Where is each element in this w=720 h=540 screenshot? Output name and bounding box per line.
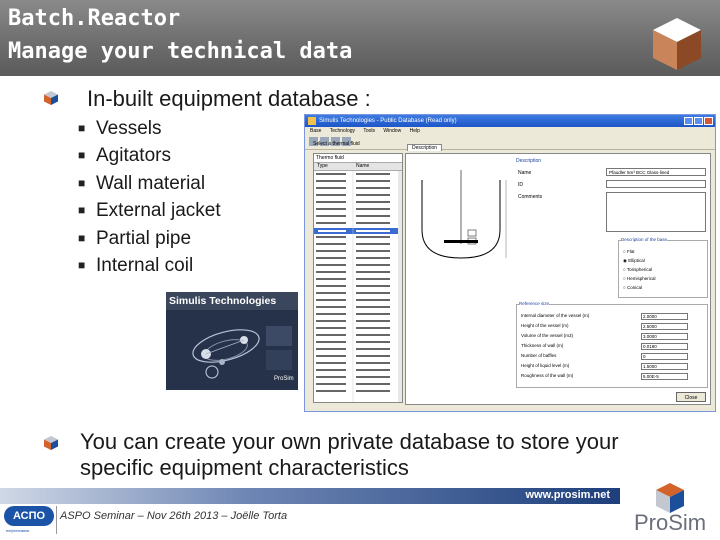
param-row — [521, 343, 705, 351]
param-label: Thickness of wall (m) — [521, 343, 564, 348]
simulis-banner-title: Simulis Technologies — [166, 292, 298, 310]
slide-title-line1: Batch.Reactor — [8, 6, 181, 31]
id-field[interactable] — [606, 180, 706, 188]
param-value[interactable]: 3.0000 — [641, 333, 688, 340]
radio-option-label: Flat — [626, 249, 635, 254]
dimension-group-label: Reference size — [519, 301, 550, 306]
column-header-type[interactable]: Type — [317, 163, 328, 169]
comments-field[interactable] — [606, 192, 706, 232]
name-label: Name — [518, 170, 532, 176]
description-section-label: Description — [516, 158, 542, 164]
column-header-name[interactable]: Name — [356, 163, 370, 169]
menu-help[interactable]: Help — [409, 128, 420, 134]
equipment-detail-panel — [405, 153, 711, 405]
list-item-label: Agitators — [96, 145, 171, 167]
list-item — [78, 252, 221, 279]
menu-window[interactable]: Window — [383, 128, 402, 134]
tree-dropdown[interactable]: Thermo fluid — [314, 154, 402, 163]
param-label: Height of the vessel (m) — [521, 323, 569, 328]
menu-base[interactable]: Base — [310, 128, 322, 134]
menu-technology[interactable]: Technology — [329, 128, 356, 134]
list-item — [78, 225, 221, 252]
maximize-button[interactable] — [694, 117, 703, 125]
section-title: In-built equipment database : — [87, 86, 371, 111]
dimension-group — [516, 301, 708, 388]
website-link[interactable]: www.prosim.net — [525, 489, 610, 501]
slide-header — [0, 0, 720, 76]
menu-tools[interactable]: Tools — [363, 128, 376, 134]
param-row — [521, 323, 705, 331]
app-icon — [308, 117, 316, 125]
name-field[interactable]: Pfaudler 5m³ BCC Glass-lined — [606, 168, 706, 176]
design-group-label: Description of the base — [621, 237, 668, 242]
param-row — [521, 363, 705, 371]
equipment-list — [78, 115, 221, 279]
list-item — [78, 170, 221, 197]
comments-label: Comments — [518, 194, 543, 200]
simulis-banner-image — [166, 292, 298, 390]
app-menubar — [305, 127, 715, 135]
param-value[interactable]: 0 — [641, 353, 688, 360]
list-item-label: Partial pipe — [96, 227, 192, 249]
square-bullet-icon: ■ — [78, 148, 86, 163]
prosim-cube-logo-icon — [651, 16, 703, 72]
slide-title-line2: Manage your technical data — [8, 39, 353, 64]
param-row — [521, 313, 705, 321]
app-titlebar — [305, 115, 715, 127]
bottom-bullet-text: You can create your own private database to store your specific equipment characteristics — [80, 429, 619, 480]
table-rows[interactable] — [314, 171, 403, 403]
radio-option[interactable]: ○ Torispherical — [623, 267, 653, 272]
equipment-table — [313, 153, 403, 403]
description-tab[interactable]: Description — [407, 144, 442, 151]
list-item — [78, 142, 221, 169]
footer-bar — [0, 488, 620, 504]
list-item-label: Wall material — [96, 172, 206, 194]
app-window-title: Simulis Technologies - Public Database (Read only) — [319, 118, 457, 124]
list-item — [78, 197, 221, 224]
param-value[interactable]: 0.0190 — [641, 343, 688, 350]
radio-option[interactable]: ◉ Elliptical — [623, 258, 645, 263]
square-bullet-icon: ■ — [78, 258, 86, 273]
radio-option-label: Conical — [626, 285, 642, 290]
design-group — [618, 237, 708, 298]
database-app-window — [304, 114, 716, 412]
list-item-label: Internal coil — [96, 255, 194, 277]
radio-option-label: Torispherical — [626, 267, 653, 272]
param-value[interactable]: 1.5000 — [641, 363, 688, 370]
list-item-label: Vessels — [96, 118, 162, 139]
square-bullet-icon: ■ — [78, 203, 86, 218]
cube-bullet-icon — [44, 436, 58, 450]
minimize-button[interactable] — [684, 117, 693, 125]
param-value[interactable]: 2.5000 — [641, 323, 688, 330]
id-label: ID — [518, 182, 523, 188]
footer-divider — [56, 506, 57, 534]
param-value[interactable]: 5.00E-5 — [641, 373, 688, 380]
param-label: Height of liquid level (m) — [521, 363, 570, 368]
param-label: Number of baffles — [521, 353, 557, 358]
left-panel-header: Select a thermal fluid — [313, 141, 360, 147]
cube-bullet-icon — [44, 91, 58, 105]
param-row — [521, 333, 705, 341]
square-bullet-icon: ■ — [78, 230, 86, 245]
square-bullet-icon: ■ — [78, 175, 86, 190]
square-bullet-icon: ■ — [78, 121, 86, 135]
simulis-prosim-mark: ProSim — [274, 376, 294, 382]
param-value[interactable]: 2.0000 — [641, 313, 688, 320]
list-item — [78, 115, 221, 142]
param-row — [521, 353, 705, 361]
param-row — [521, 373, 705, 381]
radio-option[interactable]: ○ Hemispherical — [623, 276, 656, 281]
param-label: Internal diameter of the vessel (m) — [521, 313, 590, 318]
aspo-logo: АСПО — [4, 506, 54, 526]
radio-option-label: Hemispherical — [626, 276, 656, 281]
aspo-logo-subtitle: нефтехимия — [6, 528, 29, 533]
prosim-brand: ProSim — [634, 510, 707, 535]
app-toolbar — [305, 135, 715, 150]
param-label: Roughness of the wall (m) — [521, 373, 574, 378]
close-button[interactable]: Close — [676, 392, 706, 402]
radio-option[interactable]: ○ Flat — [623, 249, 635, 254]
footer-event-text: ASPO Seminar – Nov 26th 2013 – Joëlle Torta — [60, 510, 288, 522]
vessel-diagram-icon — [412, 160, 512, 270]
list-item-label: External jacket — [96, 200, 221, 222]
table-header — [314, 163, 402, 171]
param-label: Volume of the vessel (m3) — [521, 333, 574, 338]
radio-option-label: Elliptical — [628, 258, 645, 263]
close-window-button[interactable] — [704, 117, 713, 125]
radio-option[interactable]: ○ Conical — [623, 285, 642, 290]
